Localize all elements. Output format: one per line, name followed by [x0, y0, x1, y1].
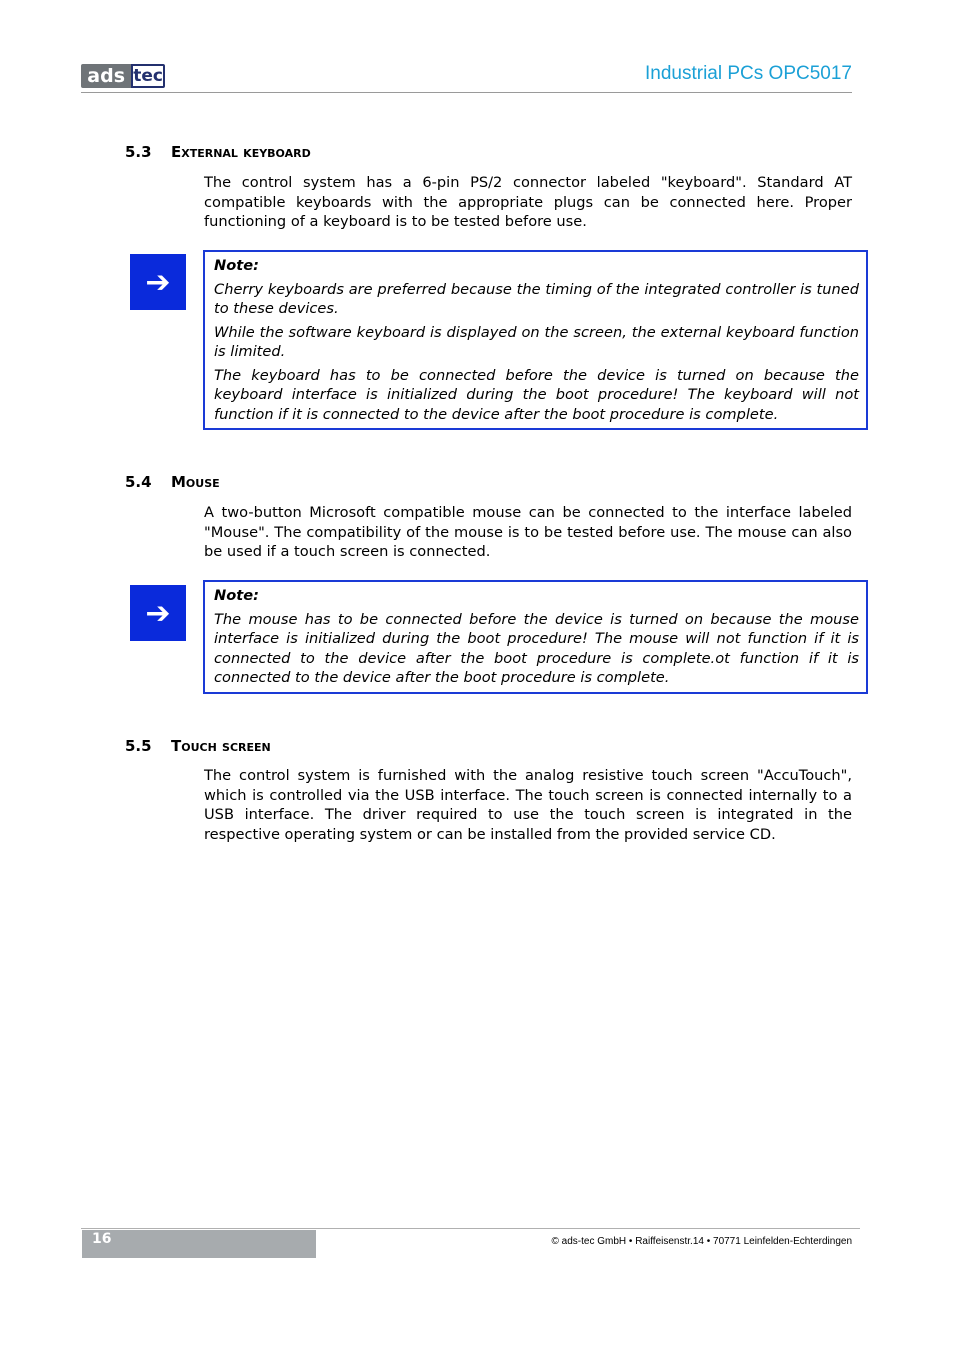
company-logo: [81, 64, 165, 88]
section-body-external-keyboard: The control system has a 6-pin PS/2 connector labeled "keyboard". Standard AT compatible keyboards with the appropriate plugs can be connected here. Proper functioning of a keyboard is to be tested before use.: [204, 174, 852, 230]
section-heading-external-keyboard: [125, 143, 311, 161]
section-body-touch-screen: The control system is furnished with the analog resistive touch screen "AccuTouch", which is controlled via the USB interface. The touch screen is connected internally to a USB interface. The driver required to use the touch screen is integrated in the respective operating system or can be installed from the provided service CD.: [204, 767, 852, 843]
footer-copyright: © ads-tec GmbH • Raiffeisenstr.14 • 70771 Leinfelden-Echterdingen: [551, 1236, 852, 1247]
note-title: Note:: [214, 257, 259, 274]
arrow-right-icon: ➔: [130, 254, 186, 310]
section-heading-mouse: [125, 473, 220, 491]
header-divider: [81, 92, 852, 93]
section-title: Mouse: [171, 473, 220, 491]
logo-text-left: ads: [81, 64, 131, 88]
section-number: 5.4: [125, 473, 152, 491]
section-body-mouse: A two-button Microsoft compatible mouse can be connected to the interface labeled "Mouse". The compatibility of the mouse is to be tested before use. The mouse can also be used if a touch screen is connected.: [204, 504, 852, 560]
note-paragraph: Cherry keyboards are preferred because the timing of the integrated controller is tuned to these devices.: [214, 280, 859, 317]
section-title: External keyboard: [171, 143, 311, 161]
section-number: 5.3: [125, 143, 152, 161]
note-paragraph: While the software keyboard is displayed on the screen, the external keyboard function is limited.: [214, 323, 859, 360]
note-title: Note:: [214, 587, 259, 604]
note-box-mouse: [203, 580, 868, 694]
note-box-keyboard: [203, 250, 868, 430]
section-heading-touch-screen: [125, 737, 271, 755]
section-title: Touch screen: [171, 737, 271, 755]
logo-text-right: tec: [133, 66, 163, 86]
section-number: 5.5: [125, 737, 152, 755]
document-title: Industrial PCs OPC5017: [645, 63, 852, 84]
page-number: 16: [82, 1230, 316, 1258]
note-paragraph: The keyboard has to be connected before the device is turned on because the keyboard interface is initialized during the boot procedure! The keyboard will not function if it is connected to the device after the boot procedure is complete.: [214, 366, 859, 423]
note-paragraph: The mouse has to be connected before the device is turned on because the mouse interface is initialized during the boot procedure! The mouse will not function if it is connected to the device after the boot procedure is complete.ot function if it is connected to the device after the boot procedure is complete.: [214, 610, 859, 686]
arrow-right-icon: ➔: [130, 585, 186, 641]
footer-divider: [81, 1228, 860, 1229]
